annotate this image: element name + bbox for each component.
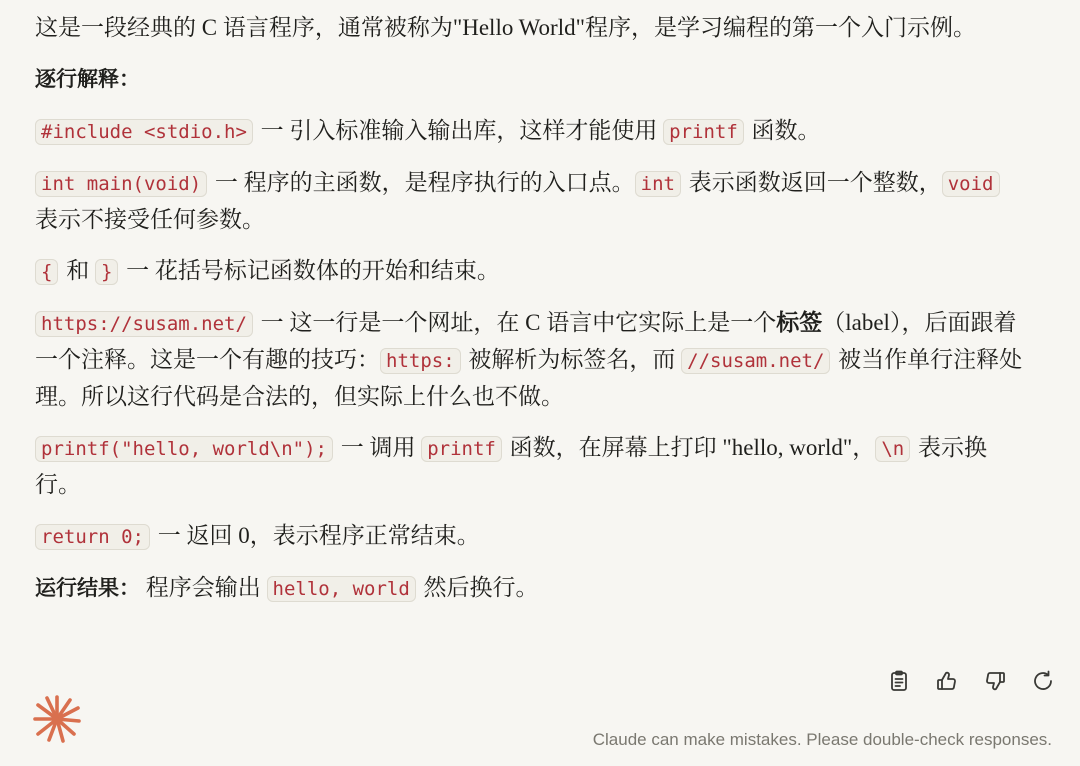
result-paragraph — [35, 570, 1025, 607]
inline-code: hello, world — [267, 576, 416, 602]
message-actions — [886, 668, 1056, 694]
explanation-text: 函数，在屏幕上打印 "hello, world"， — [503, 435, 876, 460]
clipboard-icon — [887, 669, 911, 693]
thumbs-up-button[interactable] — [934, 668, 960, 694]
explanation-text: 一 程序的主函数，是程序执行的入口点。 — [209, 170, 635, 195]
explanation-text: 被解析为标签名，而 — [462, 347, 682, 372]
explanation-item-include — [35, 113, 1025, 150]
copy-button[interactable] — [886, 668, 912, 694]
explanation-item-url-label — [35, 305, 1025, 415]
result-label: 运行结果： — [35, 577, 140, 600]
explanation-text: 被当作单行注释处理。所以这行代码是合法的，但实际上什么也不做。 — [35, 347, 1023, 409]
thumbs-down-button[interactable] — [982, 668, 1008, 694]
explanation-text: 和 — [60, 258, 95, 283]
explanation-text: 表示函数返回一个整数， — [682, 170, 942, 195]
explanation-text: 一 调用 — [334, 435, 422, 460]
explanation-text: 表示换行。 — [35, 435, 987, 497]
assistant-message — [35, 10, 1025, 622]
inline-code: printf — [663, 119, 744, 145]
inline-code: #include <stdio.h> — [35, 119, 253, 145]
inline-code: int main(void) — [35, 171, 207, 197]
result-text: 然后换行。 — [417, 575, 539, 600]
inline-code: printf — [421, 436, 502, 462]
explanation-text: （label），后面跟着一个注释。这是一个有趣的技巧： — [35, 310, 1017, 372]
intro-paragraph: 这是一段经典的 C 语言程序，通常被称为"Hello World"程序，是学习编程的第一个入门示例。 — [35, 15, 976, 40]
retry-button[interactable] — [1030, 668, 1056, 694]
inline-code: void — [942, 171, 1000, 197]
explanation-text: 一 这一行是一个网址，在 C 语言中它实际上是一个 — [254, 310, 777, 335]
explanation-text: 函数。 — [745, 118, 821, 143]
explanation-item-return — [35, 518, 1025, 555]
thumbs-up-icon — [935, 669, 959, 693]
explanation-text: 一 返回 0，表示程序正常结束。 — [151, 523, 480, 548]
explanation-text: 表示不接受任何参数。 — [35, 207, 265, 232]
explanation-heading — [35, 61, 1025, 98]
bold-term: 标签 — [776, 310, 823, 335]
inline-code: int — [635, 171, 681, 197]
explanation-heading-text: 逐行解释： — [35, 68, 140, 91]
inline-code: return 0; — [35, 524, 150, 550]
disclaimer-text: Claude can make mistakes. Please double-check responses. — [592, 730, 1052, 749]
explanation-item-braces — [35, 253, 1025, 290]
thumbs-down-icon — [983, 669, 1007, 693]
inline-code: { — [35, 259, 58, 285]
retry-icon — [1031, 669, 1055, 693]
inline-code: \n — [875, 436, 910, 462]
explanation-item-main — [35, 165, 1025, 238]
claude-logo-icon — [32, 694, 82, 744]
explanation-text: 一 花括号标记函数体的开始和结束。 — [120, 258, 500, 283]
explanation-item-printf — [35, 430, 1025, 503]
explanation-text: 一 引入标准输入输出库，这样才能使用 — [254, 118, 664, 143]
inline-code: printf("hello, world\n"); — [35, 436, 333, 462]
result-text: 程序会输出 — [140, 575, 267, 600]
inline-code: } — [95, 259, 118, 285]
inline-code: https: — [380, 348, 461, 374]
inline-code: https://susam.net/ — [35, 311, 253, 337]
inline-code: //susam.net/ — [681, 348, 830, 374]
